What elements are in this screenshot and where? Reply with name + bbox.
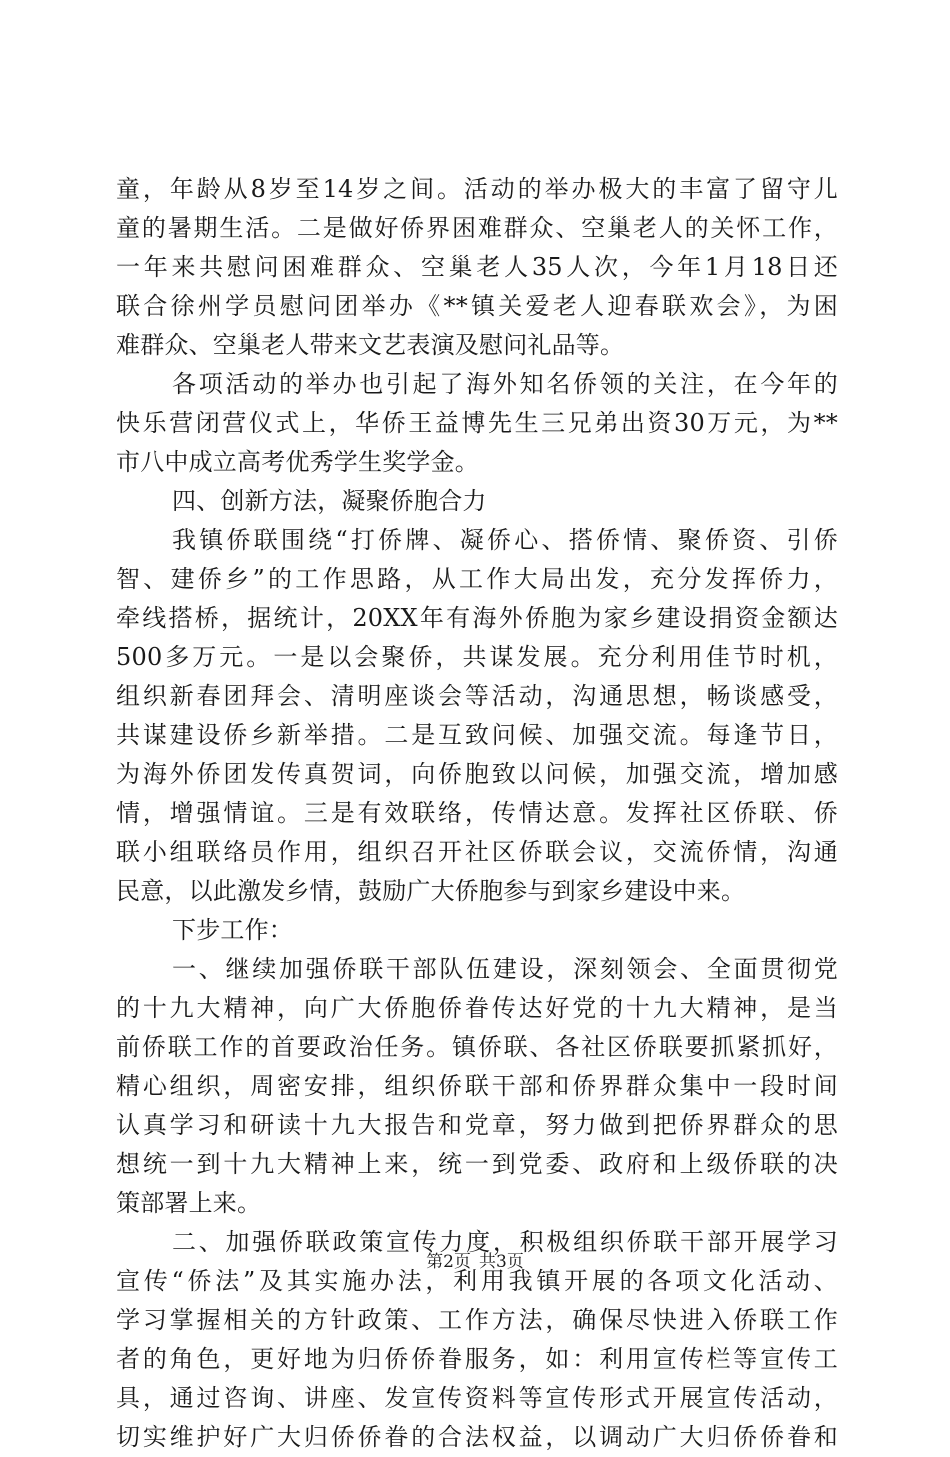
text-line: 下步工作： — [172, 916, 293, 944]
text-line: 为海外侨团发传真贺词，向侨胞致以问候，加强交流，增加感 — [116, 760, 838, 788]
text-line: 童的暑期生活。二是做好侨界困难群众、空巢老人的关怀工作， — [116, 214, 838, 242]
text-line: 精心组织，周密安排，组织侨联干部和侨界群众集中一段时间 — [116, 1072, 838, 1100]
page-total: 共3页 — [479, 1252, 524, 1272]
page-number: 第2页 — [426, 1252, 471, 1272]
text-line: 者的角色，更好地为归侨侨眷服务，如：利用宣传栏等宣传工 — [116, 1345, 838, 1373]
text-line: 500多万元。一是以会聚侨，共谋发展。充分利用佳节时机， — [116, 643, 838, 671]
text-line: 四、创新方法，凝聚侨胞合力 — [172, 487, 487, 515]
text-line: 民意，以此激发乡情，鼓励广大侨胞参与到家乡建设中来。 — [116, 877, 746, 905]
text-line: 组织新春团拜会、清明座谈会等活动，沟通思想，畅谈感受， — [116, 682, 838, 710]
text-line: 的十九大精神，向广大侨胞侨眷传达好党的十九大精神，是当 — [116, 994, 838, 1022]
text-line: 一、继续加强侨联干部队伍建设，深刻领会、全面贯彻党 — [172, 955, 838, 983]
text-line: 一年来共慰问困难群众、空巢老人35人次，今年1月18日还 — [116, 253, 838, 281]
text-line: 童，年龄从8岁至14岁之间。活动的举办极大的丰富了留守儿 — [116, 175, 838, 203]
text-line: 牵线搭桥，据统计，20XX年有海外侨胞为家乡建设捐资金额达 — [116, 604, 838, 632]
text-line: 快乐营闭营仪式上，华侨王益博先生三兄弟出资30万元，为** — [116, 409, 838, 437]
text-line: 前侨联工作的首要政治任务。镇侨联、各社区侨联要抓紧抓好， — [116, 1033, 838, 1061]
text-line: 市八中成立高考优秀学生奖学金。 — [116, 448, 479, 476]
page-footer — [0, 1251, 950, 1273]
text-line: 联合徐州学员慰问团举办《**镇关爱老人迎春联欢会》，为困 — [116, 292, 838, 320]
text-line: 具，通过咨询、讲座、发宣传资料等宣传形式开展宣传活动， — [116, 1384, 838, 1412]
text-line: 各项活动的举办也引起了海外知名侨领的关注，在今年的 — [172, 370, 838, 398]
text-line: 我镇侨联围绕“打侨牌、凝侨心、搭侨情、聚侨资、引侨 — [172, 526, 838, 554]
text-line: 策部署上来。 — [116, 1189, 262, 1217]
text-line: 难群众、空巢老人带来文艺表演及慰问礼品等。 — [116, 331, 625, 359]
text-line: 学习掌握相关的方针政策、工作方法，确保尽快进入侨联工作 — [116, 1306, 838, 1334]
text-line: 想统一到十九大精神上来，统一到党委、政府和上级侨联的决 — [116, 1150, 838, 1178]
text-line: 二、加强侨联政策宣传力度，积极组织侨联干部开展学习 — [172, 1228, 838, 1256]
text-line: 切实维护好广大归侨侨眷的合法权益，以调动广大归侨侨眷和 — [116, 1423, 838, 1451]
text-line: 联小组联络员作用，组织召开社区侨联会议，交流侨情，沟通 — [116, 838, 838, 866]
text-line: 智、建侨乡”的工作思路，从工作大局出发，充分发挥侨力， — [116, 565, 838, 593]
text-line: 情，增强情谊。三是有效联络，传情达意。发挥社区侨联、侨 — [116, 799, 838, 827]
text-line: 共谋建设侨乡新举措。二是互致问候、加强交流。每逢节日， — [116, 721, 838, 749]
text-line: 宣传“侨法”及其实施办法，利用我镇开展的各项文化活动、 — [116, 1267, 838, 1295]
text-line: 认真学习和研读十九大报告和党章，努力做到把侨界群众的思 — [116, 1111, 838, 1139]
